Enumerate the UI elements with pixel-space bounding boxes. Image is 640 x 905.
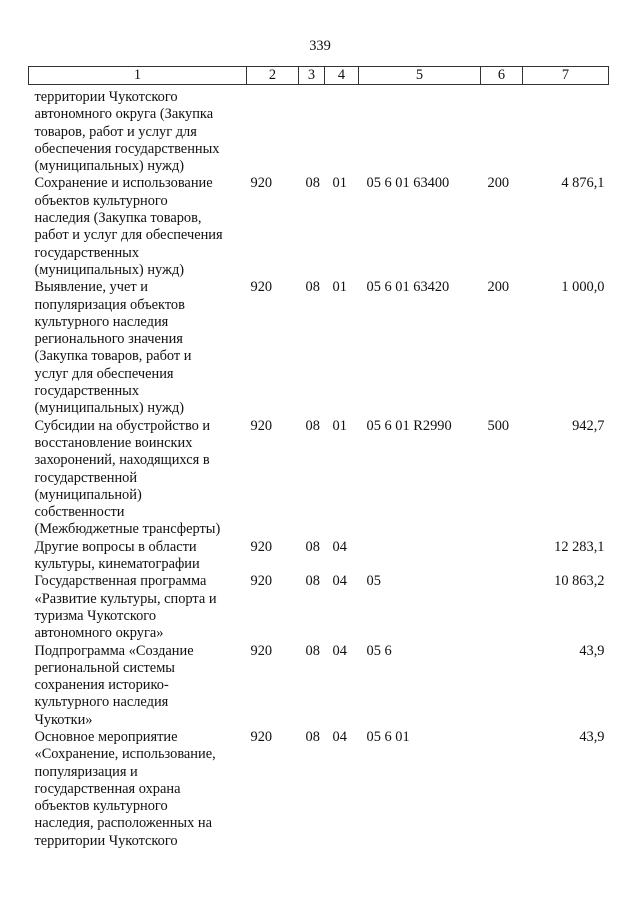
department-code: 920 [250, 417, 273, 434]
expense-type [481, 573, 523, 642]
target-article: 05 6 01 R2990 [366, 417, 452, 434]
item-name: Субсидии на обустройство и восстановление воинских захоронений, находящихся в государственной (муниципальной) собственности (Межбюджетные трансферты) [34, 417, 221, 538]
expense-type: 500 [487, 417, 510, 434]
section-code: 08 [305, 728, 320, 745]
department-code: 920 [250, 642, 273, 659]
department-code: 920 [250, 279, 273, 296]
header-col-7: 7 [523, 67, 609, 85]
subsection-code: 04 [332, 642, 347, 659]
table-row [29, 539, 609, 574]
section-code [299, 85, 325, 176]
table-row [29, 279, 609, 417]
header-col-1: 1 [29, 67, 247, 85]
subsection-code: 01 [332, 175, 347, 192]
target-article [359, 85, 481, 176]
amount: 43,9 [579, 642, 605, 659]
table-row [29, 175, 609, 279]
department-code: 920 [250, 573, 273, 590]
amount [523, 85, 609, 176]
department-code [247, 85, 299, 176]
subsection-code: 04 [332, 728, 347, 745]
item-name: Сохранение и использование объектов культурного наследия (Закупка товаров, работ и услуг для обеспечения государственных (муниципальных) нужд) [34, 175, 223, 278]
target-article: 05 [366, 573, 381, 590]
expense-type [481, 643, 523, 729]
target-article: 05 6 01 [366, 728, 410, 745]
section-code: 08 [305, 279, 320, 296]
header-col-4: 4 [325, 67, 359, 85]
amount: 43,9 [579, 728, 605, 745]
department-code: 920 [250, 538, 273, 555]
amount: 12 283,1 [554, 538, 605, 555]
header-col-2: 2 [247, 67, 299, 85]
subsection-code: 04 [332, 573, 347, 590]
subsection-code [325, 85, 359, 176]
item-name: Подпрограмма «Создание региональной системы сохранения историко- культурного наследия Чукотки» [34, 642, 194, 728]
page-number: 339 [309, 38, 331, 54]
expense-type: 200 [487, 279, 510, 296]
header-col-3: 3 [299, 67, 325, 85]
item-name: Выявление, учет и популяризация объектов культурного наследия регионального значения (Закупка товаров, работ и услуг для обеспечения государственных (муниципальных) нужд) [34, 279, 192, 417]
expense-type: 200 [487, 175, 510, 192]
expense-type [481, 85, 523, 176]
subsection-code: 04 [332, 538, 347, 555]
expense-type [481, 729, 523, 850]
header-row [29, 67, 609, 85]
table-row [29, 418, 609, 539]
header-col-6: 6 [481, 67, 523, 85]
section-code: 08 [305, 175, 320, 192]
department-code: 920 [250, 175, 273, 192]
item-name: Основное мероприятие «Сохранение, использование, популяризация и государственная охрана объектов культурного наследия, расположенных на территории Чукотского [34, 728, 216, 849]
section-code: 08 [305, 573, 320, 590]
header-col-5: 5 [359, 67, 481, 85]
target-article [359, 539, 481, 574]
section-code: 08 [305, 538, 320, 555]
subsection-code: 01 [332, 417, 347, 434]
table-row [29, 643, 609, 729]
subsection-code: 01 [332, 279, 347, 296]
item-name: Другие вопросы в области культуры, кинематографии [34, 538, 200, 573]
amount: 942,7 [572, 417, 605, 434]
section-code: 08 [305, 417, 320, 434]
amount: 1 000,0 [561, 279, 605, 296]
table-row [29, 85, 609, 176]
expense-type [481, 539, 523, 574]
item-name: Государственная программа «Развитие культуры, спорта и туризма Чукотского автономного округа» [34, 573, 217, 642]
table-row [29, 729, 609, 850]
section-code: 08 [305, 642, 320, 659]
table-row [29, 573, 609, 642]
target-article: 05 6 01 63420 [366, 279, 450, 296]
target-article: 05 6 [366, 642, 392, 659]
department-code: 920 [250, 728, 273, 745]
target-article: 05 6 01 63400 [366, 175, 450, 192]
item-name: территории Чукотского автономного округа (Закупка товаров, работ и услуг для обеспечения государственных (муниципальных) нужд) [34, 89, 220, 175]
budget-table [28, 66, 609, 850]
amount: 10 863,2 [554, 573, 605, 590]
amount: 4 876,1 [561, 175, 605, 192]
